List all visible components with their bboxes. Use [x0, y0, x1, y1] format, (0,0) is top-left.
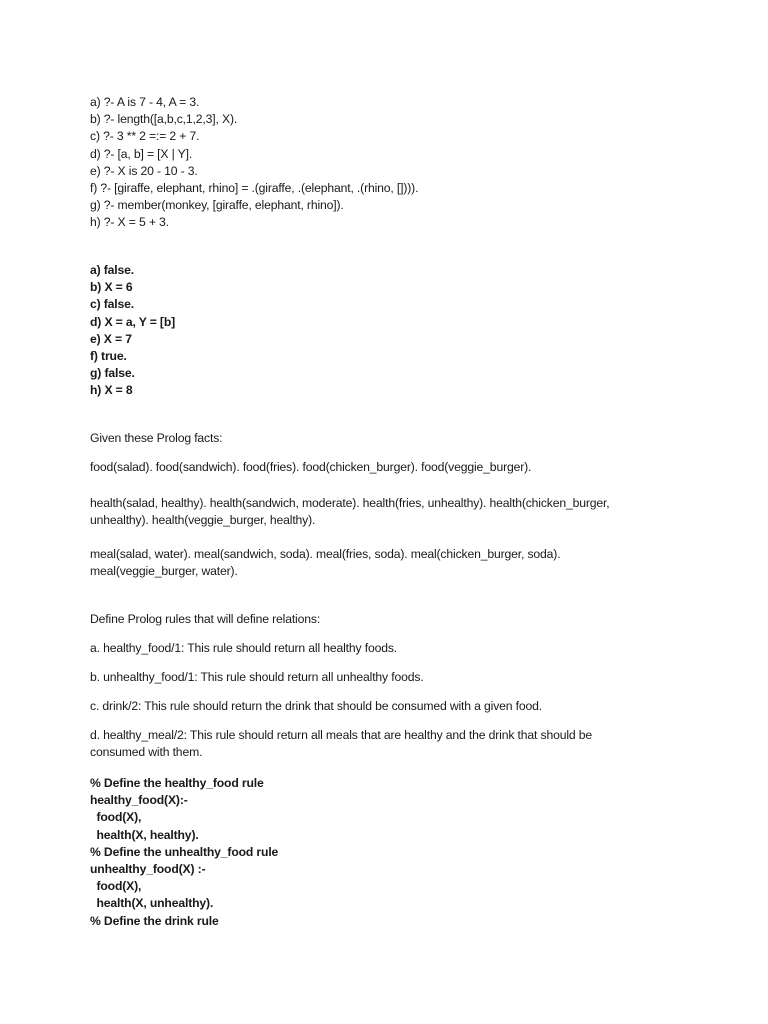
- rule-c: c. drink/2: This rule should return the drink that should be consumed with a given food.: [90, 699, 542, 713]
- rules-intro: Define Prolog rules that will define relations:: [90, 612, 321, 626]
- facts-health: [90, 495, 690, 529]
- facts-meal: [90, 546, 690, 580]
- answer-line: e) X = 7: [90, 331, 132, 346]
- code-line: health(X, unhealthy).: [90, 896, 214, 911]
- query-line: c) ?- 3 ** 2 =:= 2 + 7.: [90, 129, 200, 144]
- code-line: % Define the unhealthy_food rule: [90, 844, 279, 859]
- code-line: food(X),: [90, 810, 142, 825]
- code-line: healthy_food(X):-: [90, 793, 188, 808]
- facts-health-line: unhealthy). health(veggie_burger, healthy).: [90, 513, 316, 528]
- answer-line: h) X = 8: [90, 383, 133, 398]
- query-line: h) ?- X = 5 + 3.: [90, 215, 169, 230]
- query-line: b) ?- length([a,b,c,1,2,3], X).: [90, 112, 238, 127]
- rule-d-line: d. healthy_meal/2: This rule should return all meals that are healthy and the drink that should be: [90, 728, 593, 742]
- query-line: e) ?- X is 20 - 10 - 3.: [90, 163, 198, 178]
- prolog-queries: [90, 94, 690, 232]
- rule-d-line: consumed with them.: [90, 745, 203, 760]
- rule-d: [90, 727, 690, 761]
- answer-line: b) X = 6: [90, 280, 133, 295]
- code-line: food(X),: [90, 879, 142, 894]
- answer-line: c) false.: [90, 297, 135, 312]
- prolog-answers: [90, 262, 690, 400]
- rule-b: b. unhealthy_food/1: This rule should return all unhealthy foods.: [90, 670, 424, 684]
- code-line: % Define the healthy_food rule: [90, 776, 264, 790]
- code-line: unhealthy_food(X) :-: [90, 862, 206, 877]
- prolog-code: [90, 775, 690, 930]
- answer-line: g) false.: [90, 366, 135, 381]
- query-line: f) ?- [giraffe, elephant, rhino] = .(giraffe, .(elephant, .(rhino, []))).: [90, 181, 419, 196]
- facts-meal-line: meal(salad, water). meal(sandwich, soda). meal(fries, soda). meal(chicken_burger, soda).: [90, 547, 561, 561]
- code-line: % Define the drink rule: [90, 913, 219, 928]
- facts-health-line: health(salad, healthy). health(sandwich, moderate). health(fries, unhealthy). health(chicken_burger,: [90, 496, 610, 510]
- facts-food: food(salad). food(sandwich). food(fries). food(chicken_burger). food(veggie_burger).: [90, 460, 532, 474]
- query-line: d) ?- [a, b] = [X | Y].: [90, 146, 193, 161]
- answer-line: d) X = a, Y = [b]: [90, 314, 176, 329]
- query-line: g) ?- member(monkey, [giraffe, elephant, rhino]).: [90, 198, 344, 213]
- rule-a: a. healthy_food/1: This rule should return all healthy foods.: [90, 641, 398, 655]
- answer-line: f) true.: [90, 349, 127, 364]
- code-line: health(X, healthy).: [90, 827, 199, 842]
- facts-meal-line: meal(veggie_burger, water).: [90, 564, 238, 579]
- answer-line: a) false.: [90, 263, 135, 277]
- query-line: a) ?- A is 7 - 4, A = 3.: [90, 95, 200, 109]
- facts-intro: Given these Prolog facts:: [90, 431, 223, 445]
